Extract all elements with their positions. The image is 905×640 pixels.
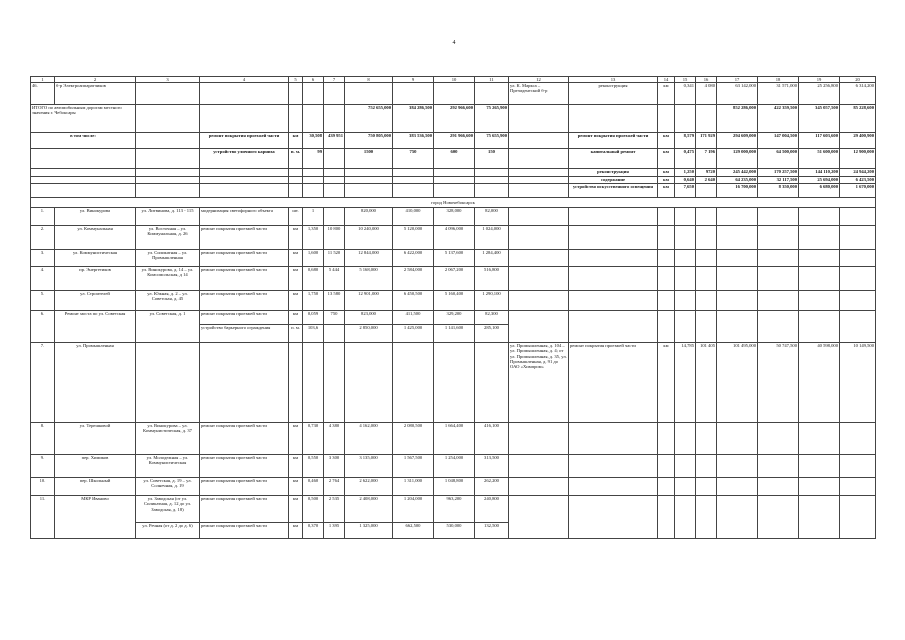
breakdown-row: [31, 169, 876, 177]
unit: п. м.: [289, 149, 303, 169]
unit: км: [658, 343, 675, 423]
row-number: 6.: [31, 311, 55, 343]
road-range: ул. Молодежная – ул. Коммунистическая: [136, 455, 200, 478]
work-type: ремонт покрытия проезжей части: [569, 133, 658, 149]
road-range: ул. Заводская (от ул. Силикатная, д. 12 до ул. Заводская, д. 18): [136, 496, 200, 523]
table-row: [31, 291, 876, 311]
unit: км: [289, 423, 303, 455]
value-cell: 328,000: [434, 208, 475, 226]
row-number: 8.: [31, 423, 55, 455]
col-num: 1: [31, 77, 55, 83]
value-cell: 7 196: [696, 149, 717, 169]
road-range: ул. Винокурова – ул. Коммунистическая, д. 37: [136, 423, 200, 455]
col-num: 7: [324, 77, 345, 83]
work-type: ремонт покрытия проезжей части: [200, 496, 289, 523]
road-name: ул. Коммунистическая: [55, 250, 136, 267]
value-cell: 129 000,000: [717, 149, 758, 169]
work-type: ремонт покрытия проезжей части: [200, 267, 289, 291]
value-cell: 0,460: [303, 478, 324, 496]
value-cell: 64 235,000: [717, 177, 758, 184]
value-cell: 12 844,000: [345, 250, 393, 267]
value-cell: 85 228,600: [840, 105, 876, 133]
table-row: [31, 455, 876, 478]
value-cell: 32 117,500: [758, 177, 799, 184]
value-cell: 0,059: [303, 311, 324, 325]
value-cell: 1: [303, 208, 324, 226]
value-cell: 14,785: [675, 343, 696, 423]
value-cell: 0,550: [303, 455, 324, 478]
work-type: ремонт покрытия проезжей части: [200, 523, 289, 539]
value-cell: 750: [324, 311, 345, 325]
col-num: 2: [55, 77, 136, 83]
value-cell: 171 929: [696, 133, 717, 149]
value-cell: 24 944,200: [840, 169, 876, 177]
value-cell: 3 300: [324, 455, 345, 478]
value-cell: 1 567,500: [393, 455, 434, 478]
value-cell: 0,500: [303, 496, 324, 523]
value-cell: 750: [393, 149, 434, 169]
row-number: 3.: [31, 250, 55, 267]
value-cell: 99: [303, 149, 324, 169]
col-num: 4: [200, 77, 289, 83]
section-title: город Новочебоксарск: [31, 198, 876, 208]
total-label: ИТОГО по автомобильным дорогам местного значения г. Чебоксары: [31, 105, 136, 133]
value-cell: 1500: [345, 149, 393, 169]
road-location: ул. Промышленная, д. 104 – ул. Промышленная, д. 4; от ул. Промышленная, д. 35, ул. Промышленная, д. 91 до ОАО «Химпром»: [509, 343, 569, 423]
work-type: устройство уличного карнизa: [200, 149, 289, 169]
value-cell: 30,508: [303, 133, 324, 149]
work-type: модернизация светофорного объекта: [200, 208, 289, 226]
value-cell: 2 080,500: [393, 423, 434, 455]
table-row: [31, 208, 876, 226]
row-number: 4.: [31, 267, 55, 291]
value-cell: 2 408,000: [345, 496, 393, 523]
work-type: ремонт покрытия проезжей части: [200, 291, 289, 311]
table-row: [31, 478, 876, 496]
value-cell: 0,341: [675, 83, 696, 105]
value-cell: 25 256,800: [799, 83, 840, 105]
table-row: [31, 83, 876, 105]
value-cell: 2 535: [324, 496, 345, 523]
value-cell: 4 162,000: [345, 423, 393, 455]
value-cell: 5 444: [324, 267, 345, 291]
value-cell: 410,000: [393, 208, 434, 226]
col-num: 12: [509, 77, 569, 83]
value-cell: 1 254,000: [434, 455, 475, 478]
value-cell: 51 600,000: [799, 149, 840, 169]
work-type: реконструкция: [569, 83, 658, 105]
table-row: [31, 423, 876, 455]
work-type: ремонт покрытия проезжей части: [200, 226, 289, 250]
value-cell: [696, 184, 717, 198]
work-type: устройство барьерного ограждения: [200, 325, 289, 343]
value-cell: 75 265,900: [475, 105, 509, 133]
value-cell: 1 325,000: [345, 523, 393, 539]
unit: км: [658, 177, 675, 184]
value-cell: 1,250: [675, 169, 696, 177]
col-num: 13: [569, 77, 658, 83]
value-cell: 1 141,600: [434, 325, 475, 343]
value-cell: 1 290,100: [475, 291, 509, 311]
value-cell: 101 495,000: [717, 343, 758, 423]
value-cell: 1 048,800: [434, 478, 475, 496]
value-cell: 64 500,000: [758, 149, 799, 169]
value-cell: 823,000: [345, 311, 393, 325]
value-cell: 2 850,000: [345, 325, 393, 343]
unit: км: [289, 291, 303, 311]
value-cell: 8,579: [675, 133, 696, 149]
col-num: 17: [717, 77, 758, 83]
unit: км: [289, 267, 303, 291]
work-type: устройство искусственного освещения: [569, 184, 658, 198]
value-cell: 31 571,000: [758, 83, 799, 105]
value-cell: 530,000: [434, 523, 475, 539]
unit: км: [289, 133, 303, 149]
breakdown-row: [31, 149, 876, 169]
value-cell: 6 314,200: [840, 83, 876, 105]
road-name: пер. Химиков: [55, 455, 136, 478]
value-cell: 10 149,500: [840, 343, 876, 423]
work-type: ремонт покрытия проезжей части: [200, 133, 289, 149]
value-cell: 245 442,000: [717, 169, 758, 177]
value-cell: 1 204,000: [393, 496, 434, 523]
unit: км: [289, 478, 303, 496]
value-cell: 13 580: [324, 291, 345, 311]
row-number: 1.: [31, 208, 55, 226]
unit: км: [658, 184, 675, 198]
col-num: 14: [658, 77, 675, 83]
table-row: [31, 226, 876, 250]
value-cell: 852 286,000: [717, 105, 758, 133]
value-cell: 9720: [696, 169, 717, 177]
work-type: реконструкция: [569, 169, 658, 177]
value-cell: 63 142,000: [717, 83, 758, 105]
row-number: 9.: [31, 455, 55, 478]
road-range: ул. Силикатная – ул. Промышленная: [136, 250, 200, 267]
work-type: ремонт покрытия проезжей части: [200, 455, 289, 478]
breakdown-row: [31, 184, 876, 198]
value-cell: 1 395: [324, 523, 345, 539]
value-cell: 150: [475, 149, 509, 169]
row-number: 7.: [31, 343, 55, 423]
table-row: [31, 250, 876, 267]
value-cell: 2 640: [696, 177, 717, 184]
value-cell: 313,500: [475, 455, 509, 478]
work-type: ремонт покрытия проезжей части: [200, 250, 289, 267]
value-cell: 294 609,000: [717, 133, 758, 149]
col-num: 16: [696, 77, 717, 83]
value-cell: 117 603,600: [799, 133, 840, 149]
value-cell: 16 700,000: [717, 184, 758, 198]
unit: км: [658, 169, 675, 177]
work-type: содержание: [569, 177, 658, 184]
value-cell: 29 400,900: [840, 133, 876, 149]
row-number: 46.: [31, 83, 55, 105]
road-name: пр. Энергетиков: [55, 267, 136, 291]
value-cell: 170 257,500: [758, 169, 799, 177]
road-name: ул. Промышленная: [55, 343, 136, 423]
section-title-row: [31, 198, 876, 208]
value-cell: 10 800: [324, 226, 345, 250]
work-type: капитальный ремонт: [569, 149, 658, 169]
col-num: 18: [758, 77, 799, 83]
breakdown-row: [31, 177, 876, 184]
road-range: ул. Советская, д. 1: [136, 311, 200, 343]
value-cell: 963,200: [434, 496, 475, 523]
value-cell: 40 598,000: [799, 343, 840, 423]
value-cell: 600: [434, 149, 475, 169]
col-num: 5: [289, 77, 303, 83]
unit: км: [289, 311, 303, 325]
value-cell: 291 966,600: [434, 133, 475, 149]
road-name: ул. Коммунальная: [55, 226, 136, 250]
program-table: [30, 76, 876, 539]
value-cell: 329,200: [434, 311, 475, 325]
unit: шт.: [289, 208, 303, 226]
value-cell: 5 168,000: [345, 267, 393, 291]
row-number: 5.: [31, 291, 55, 311]
value-cell: 6 680,000: [799, 184, 840, 198]
unit: км: [289, 250, 303, 267]
value-cell: 82,300: [475, 311, 509, 325]
table-row: [31, 496, 876, 523]
value-cell: 4 380: [324, 423, 345, 455]
road-name: МКР Иваново: [55, 496, 136, 539]
value-cell: 0,475: [675, 149, 696, 169]
table-row: [31, 311, 876, 325]
col-num: 15: [675, 77, 696, 83]
value-cell: 384 286,500: [393, 105, 434, 133]
road-name: б-р Электроаппаратчиков: [55, 83, 136, 105]
row-number: 2.: [31, 226, 55, 250]
breakdown-label: в том числе:: [31, 133, 136, 149]
value-cell: 12 900,000: [840, 149, 876, 169]
value-cell: 6 422,000: [393, 250, 434, 267]
value-cell: 1 425,000: [393, 325, 434, 343]
value-cell: 3 135,000: [345, 455, 393, 478]
value-cell: 103,6: [303, 325, 324, 343]
value-cell: 5 120,000: [393, 226, 434, 250]
work-type: ремонт покрытия проезжей части: [200, 478, 289, 496]
value-cell: 1,750: [303, 291, 324, 311]
value-cell: 25 694,000: [799, 177, 840, 184]
value-cell: 262,200: [475, 478, 509, 496]
col-num: 19: [799, 77, 840, 83]
value-cell: 4 080: [696, 83, 717, 105]
value-cell: 0,370: [303, 523, 324, 539]
value-cell: 285,100: [475, 325, 509, 343]
value-cell: 6 450,500: [393, 291, 434, 311]
value-cell: 4 096,000: [434, 226, 475, 250]
value-cell: 1,600: [303, 250, 324, 267]
road-range: ул. Советская, д. 19 – ул. Солнечная, д. 19: [136, 478, 200, 496]
unit: км: [658, 149, 675, 169]
value-cell: 101 405: [696, 343, 717, 423]
row-number: 11.: [31, 496, 55, 539]
unit: п. м.: [289, 325, 303, 343]
col-num: 8: [345, 77, 393, 83]
value-cell: 752 655,000: [345, 105, 393, 133]
value-cell: 662,500: [393, 523, 434, 539]
page-number: 4: [452, 40, 456, 46]
value-cell: 6 423,500: [840, 177, 876, 184]
col-num: 6: [303, 77, 324, 83]
value-cell: 2 067,200: [434, 267, 475, 291]
value-cell: 7,650: [675, 184, 696, 198]
value-cell: 1 664,400: [434, 423, 475, 455]
value-cell: 2 584,000: [393, 267, 434, 291]
value-cell: 0,640: [675, 177, 696, 184]
value-cell: 0,730: [303, 423, 324, 455]
value-cell: 12 901,000: [345, 291, 393, 311]
unit: км: [658, 133, 675, 149]
road-range: ул. Речная (от д. 2 до д. 6): [136, 523, 200, 539]
work-type: ремонт покрытия проезжей части: [569, 343, 658, 423]
work-type: ремонт покрытия проезжей части: [200, 311, 289, 325]
col-num: 10: [434, 77, 475, 83]
value-cell: 416,100: [475, 423, 509, 455]
col-num: 11: [475, 77, 509, 83]
value-cell: 1 024,000: [475, 226, 509, 250]
col-num: 3: [136, 77, 200, 83]
road-name: ул. Строителей: [55, 291, 136, 311]
value-cell: 11 520: [324, 250, 345, 267]
value-cell: 2 764: [324, 478, 345, 496]
value-cell: 132,500: [475, 523, 509, 539]
road-range: ул. Винокурова, д. 14 – ул. Комсомольская, д 14: [136, 267, 200, 291]
value-cell: 240,800: [475, 496, 509, 523]
table-row: [31, 267, 876, 291]
row-number: 10.: [31, 478, 55, 496]
unit: км: [658, 83, 675, 105]
road-name: ул. Терешковой: [55, 423, 136, 455]
value-cell: 5 160,400: [434, 291, 475, 311]
road-name: пер. Школьный: [55, 478, 136, 496]
value-cell: 8 350,000: [758, 184, 799, 198]
value-cell: 1 670,000: [840, 184, 876, 198]
value-cell: 144 110,200: [799, 169, 840, 177]
road-location: ул. К. Маркса – Президентский б-р: [509, 83, 569, 105]
unit: км: [289, 226, 303, 250]
value-cell: 75 655,900: [475, 133, 509, 149]
col-num: 20: [840, 77, 876, 83]
unit: км: [289, 455, 303, 478]
value-cell: 383 536,500: [393, 133, 434, 149]
work-type: ремонт покрытия проезжей части: [200, 423, 289, 455]
value-cell: 10 240,000: [345, 226, 393, 250]
road-name: Ремонт моста по ул. Советская: [55, 311, 136, 343]
col-num: 9: [393, 77, 434, 83]
value-cell: 5 137,600: [434, 250, 475, 267]
unit: км: [289, 496, 303, 523]
road-name: ул. Винокурова: [55, 208, 136, 226]
value-cell: 292 966,600: [434, 105, 475, 133]
value-cell: 1 311,000: [393, 478, 434, 496]
value-cell: 422 359,500: [758, 105, 799, 133]
value-cell: 50 747,500: [758, 343, 799, 423]
road-range: ул. Литвинова, д. 113 - 115: [136, 208, 200, 226]
value-cell: 345 057,500: [799, 105, 840, 133]
value-cell: 439 951: [324, 133, 345, 149]
value-cell: 0,680: [303, 267, 324, 291]
value-cell: 82,000: [475, 208, 509, 226]
value-cell: 147 004,500: [758, 133, 799, 149]
value-cell: 411,500: [393, 311, 434, 325]
total-row: [31, 105, 876, 133]
value-cell: 2 622,000: [345, 478, 393, 496]
road-range: ул. Южная, д. 2 – ул. Советская, д. 45: [136, 291, 200, 311]
value-cell: 1,350: [303, 226, 324, 250]
unit: км: [289, 523, 303, 539]
table-row: [31, 343, 876, 423]
value-cell: 1 284,400: [475, 250, 509, 267]
value-cell: 516,800: [475, 267, 509, 291]
road-range: ул. Восточная – ул. Коммунальная, д. 26: [136, 226, 200, 250]
breakdown-row: [31, 133, 876, 149]
value-cell: 820,000: [345, 208, 393, 226]
value-cell: [324, 208, 345, 226]
value-cell: 750 805,000: [345, 133, 393, 149]
